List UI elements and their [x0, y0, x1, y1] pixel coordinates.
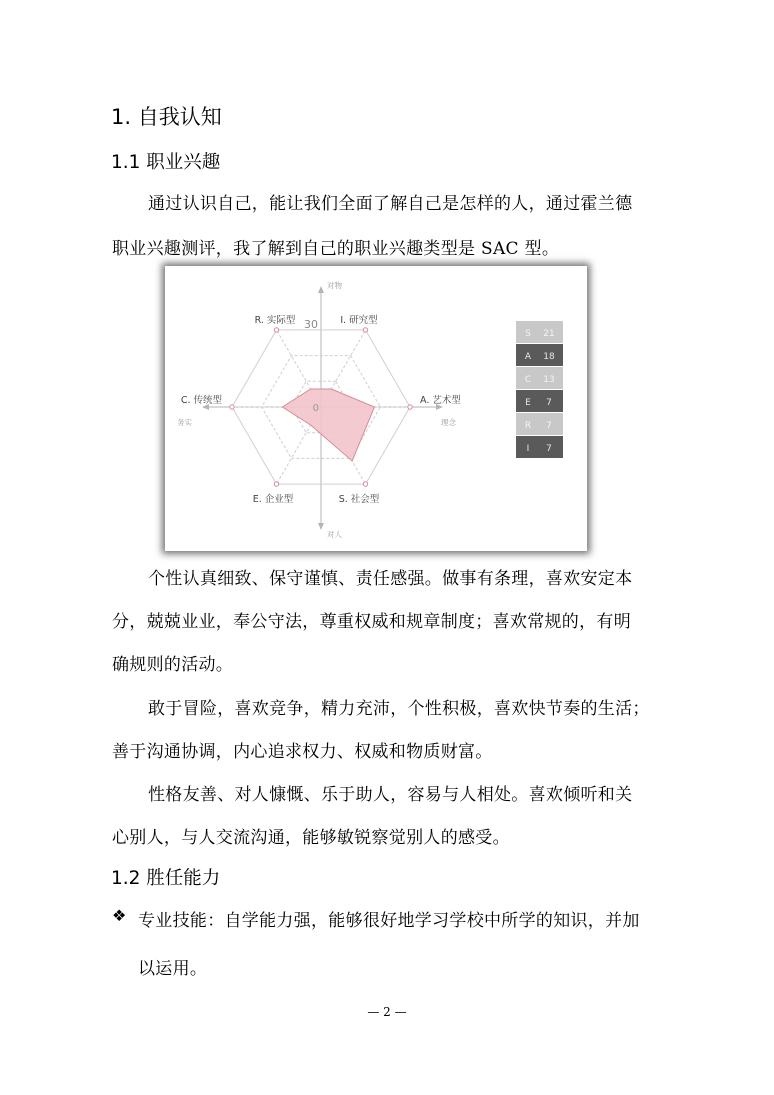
legend-cell-C	[516, 367, 563, 389]
direction-label-top: 对物	[327, 281, 342, 290]
radar-chart-svg	[165, 266, 587, 551]
p1-line-3: 确规则的活动。	[112, 655, 234, 675]
vertex-dot-E	[274, 482, 278, 486]
p3-line-1: 性格友善、对人慷慨、乐于助人，容易与人相处。喜欢倾听和关	[148, 785, 633, 805]
page-number: — 2 —	[367, 1005, 407, 1019]
legend-cell-R	[516, 413, 563, 435]
heading-competency: 1.2 胜任能力	[111, 868, 221, 889]
direction-label-left: 务实	[177, 418, 192, 427]
legend-value-A: 18	[543, 352, 555, 362]
p1-line-1: 个性认真细致、保守谨慎、责任感强。做事有条理，喜欢安定本	[148, 569, 633, 589]
legend-key-I: I	[526, 444, 530, 454]
scale-label-0: 0	[312, 403, 319, 414]
legend-key-R: R	[524, 421, 532, 431]
data-area-polygon	[282, 389, 374, 461]
heading-career-interest: 1.1 职业兴趣	[111, 152, 221, 173]
legend-cell-I	[516, 436, 563, 458]
arrow-top-icon	[318, 286, 324, 293]
legend-value-I: 7	[546, 444, 552, 454]
legend-key-C: C	[524, 375, 532, 385]
vertex-dot-A	[408, 405, 412, 409]
intro-line-1: 通过认识自己，能让我们全面了解自己是怎样的人，通过霍兰德	[148, 194, 633, 214]
vertex-dot-C	[230, 405, 234, 409]
axis-label-R: R. 实际型	[254, 315, 296, 326]
arrow-bottom-icon	[318, 523, 324, 530]
legend-cell-E	[516, 390, 563, 412]
p2-line-1: 敢于冒险，喜欢竞争，精力充沛，个性积极，喜欢快节奏的生活；	[148, 699, 650, 719]
vertex-dot-R	[274, 328, 278, 332]
legend-value-E: 7	[546, 398, 552, 408]
axis-label-C: C. 传统型	[180, 395, 222, 406]
legend-cell-A	[516, 344, 563, 366]
vertex-dot-S	[363, 482, 367, 486]
legend-key-E: E	[525, 398, 531, 408]
heading-self-awareness: 1. 自我认知	[111, 105, 222, 129]
axis-label-E: E. 企业型	[252, 494, 294, 505]
axis-label-S: S. 社会型	[338, 494, 380, 505]
legend-value-S: 21	[543, 329, 555, 339]
legend-value-C: 13	[543, 375, 555, 385]
legend-key-S: S	[525, 329, 531, 339]
legend-value-R: 7	[546, 421, 552, 431]
axis-label-I: I. 研究型	[340, 315, 378, 326]
axis-label-A: A. 艺术型	[420, 395, 461, 406]
p1-line-2: 分，兢兢业业，奉公守法，尊重权威和规章制度；喜欢常规的，有明	[112, 612, 631, 632]
bullet-line-1: 专业技能：自学能力强，能够很好地学习学校中所学的知识，并加	[138, 911, 640, 931]
vertex-dot-I	[363, 328, 367, 332]
direction-label-right: 理念	[441, 418, 456, 427]
p3-line-2: 心别人，与人交流沟通，能够敏锐察觉别人的感受。	[112, 828, 510, 848]
intro-line-2: 职业兴趣测评，我了解到自己的职业兴趣类型是 SAC 型。	[112, 239, 560, 259]
legend-key-A: A	[524, 352, 532, 362]
direction-label-bottom: 对人	[327, 530, 342, 539]
diamond-bullet-icon: ❖	[112, 906, 127, 925]
bullet-line-2: 以运用。	[138, 959, 208, 979]
scale-label-30: 30	[304, 318, 318, 331]
p2-line-2: 善于沟通协调，内心追求权力、权威和物质财富。	[112, 742, 493, 762]
legend-cell-S	[516, 321, 563, 343]
holland-radar-chart	[165, 266, 587, 551]
